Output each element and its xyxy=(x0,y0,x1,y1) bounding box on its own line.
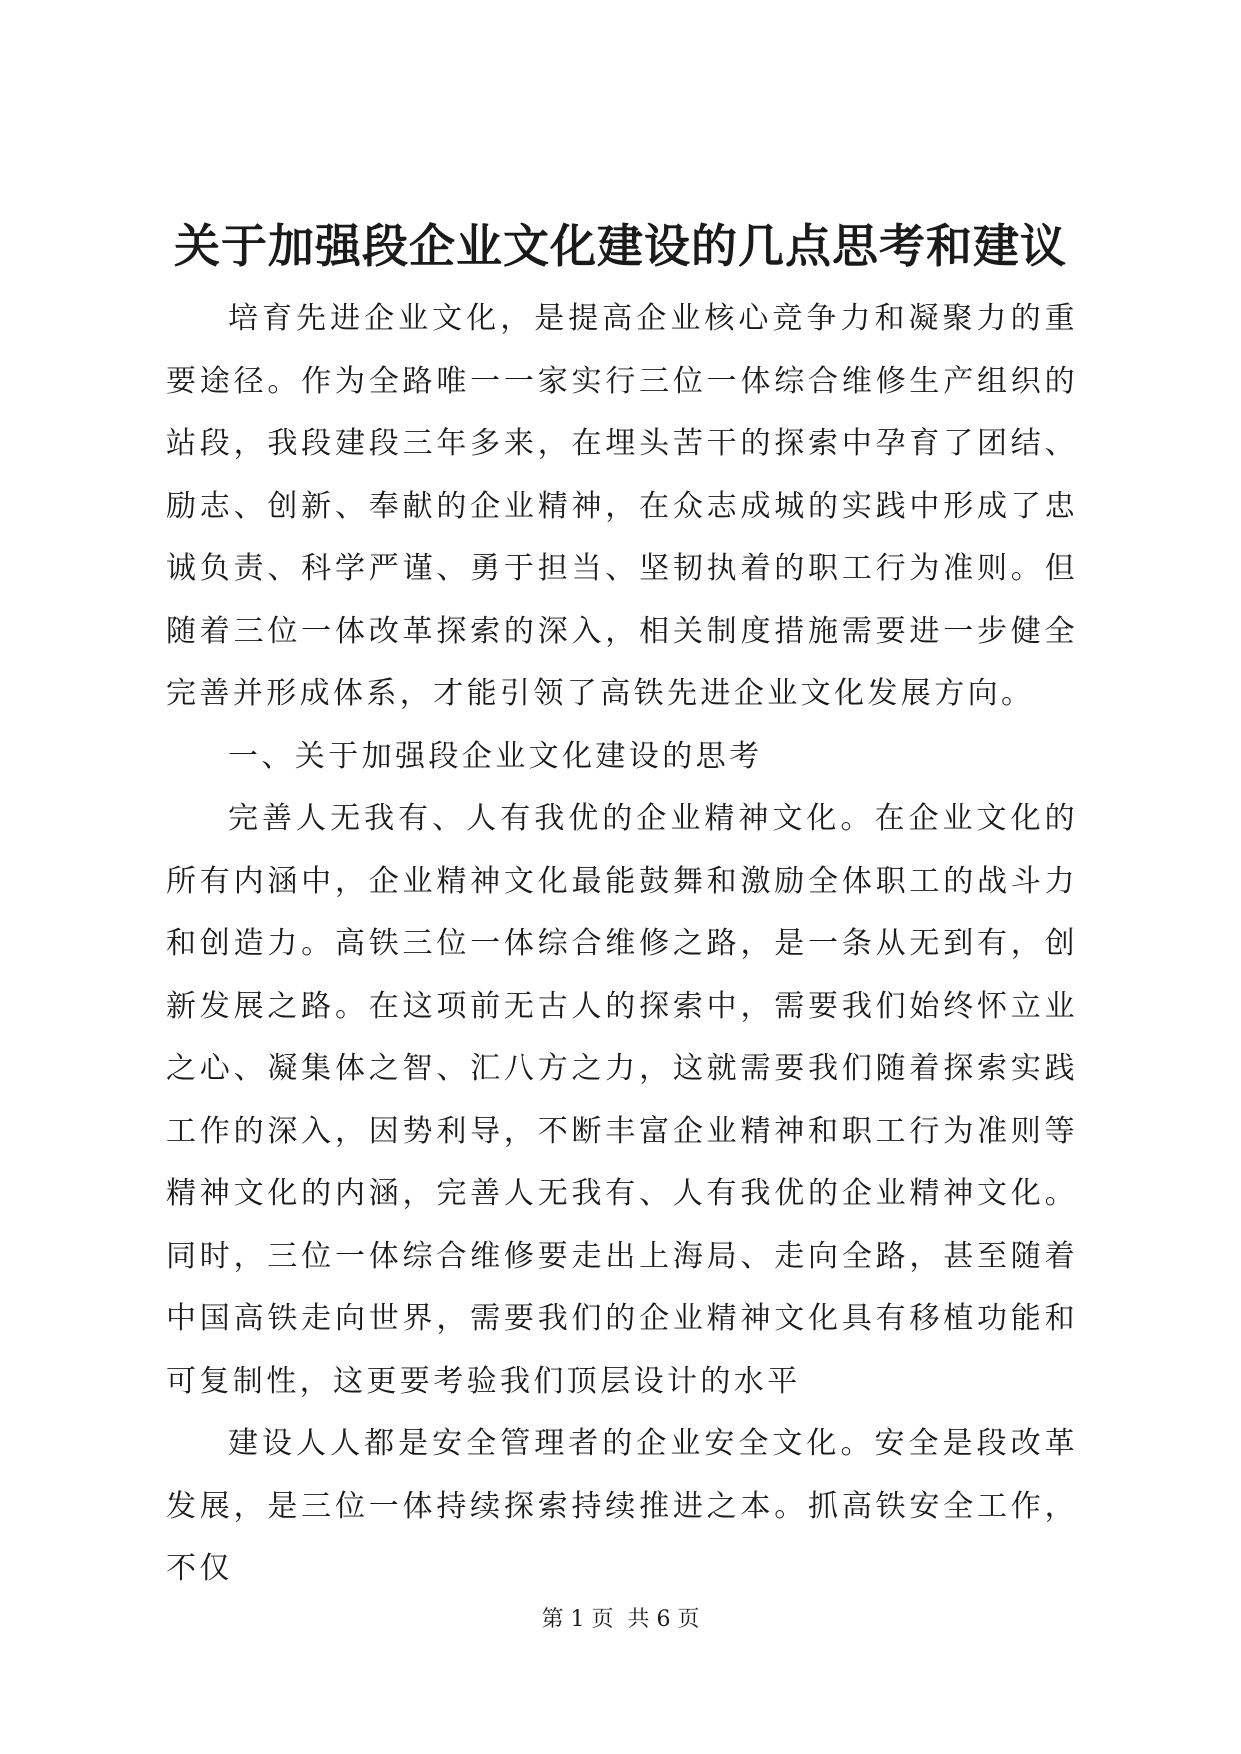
page-footer xyxy=(0,1605,1241,1635)
paragraph-intro: 培育先进企业文化，是提高企业核心竞争力和凝聚力的重要途径。作为全路唯一一家实行三位一体综合维修生产组织的站段，我段建段三年多来，在埋头苦干的探索中孕育了团结、励志、创新、奉献的企业精神，在众志成城的实践中形成了忠诚负责、科学严谨、勇于担当、坚韧执着的职工行为准则。但随着三位一体改革探索的深入，相关制度措施需要进一步健全完善并形成体系，才能引领了高铁先进企业文化发展方向。 xyxy=(166,301,1078,711)
paragraph-safety-culture: 建设人人都是安全管理者的企业安全文化。安全是段改革发展，是三位一体持续探索持续推进之本。抓高铁安全工作，不仅 xyxy=(166,1426,1078,1586)
paragraph-spirit-culture: 完善人无我有、人有我优的企业精神文化。在企业文化的所有内涵中，企业精神文化最能鼓舞和激励全体职工的战斗力和创造力。高铁三位一体综合维修之路，是一条从无到有，创新发展之路。在这项前无古人的探索中，需要我们始终怀立业之心、凝集体之智、汇八方之力，这就需要我们随着探索实践工作的深入，因势利导，不断丰富企业精神和职工行为准则等精神文化的内涵，完善人无我有、人有我优的企业精神文化。同时，三位一体综合维修要走出上海局、走向全路，甚至随着中国高铁走向世界，需要我们的企业精神文化具有移植功能和可复制性，这更要考验我们顶层设计的水平 xyxy=(166,801,1078,1399)
document-body xyxy=(166,288,1078,1601)
document-title: 关于加强段企业文化建设的几点思考和建议 xyxy=(174,219,1067,273)
page-number: 第 1 页 xyxy=(541,1607,614,1632)
page-total: 共 6 页 xyxy=(627,1607,700,1632)
section-heading: 一、关于加强段企业文化建设的思考 xyxy=(228,738,763,774)
